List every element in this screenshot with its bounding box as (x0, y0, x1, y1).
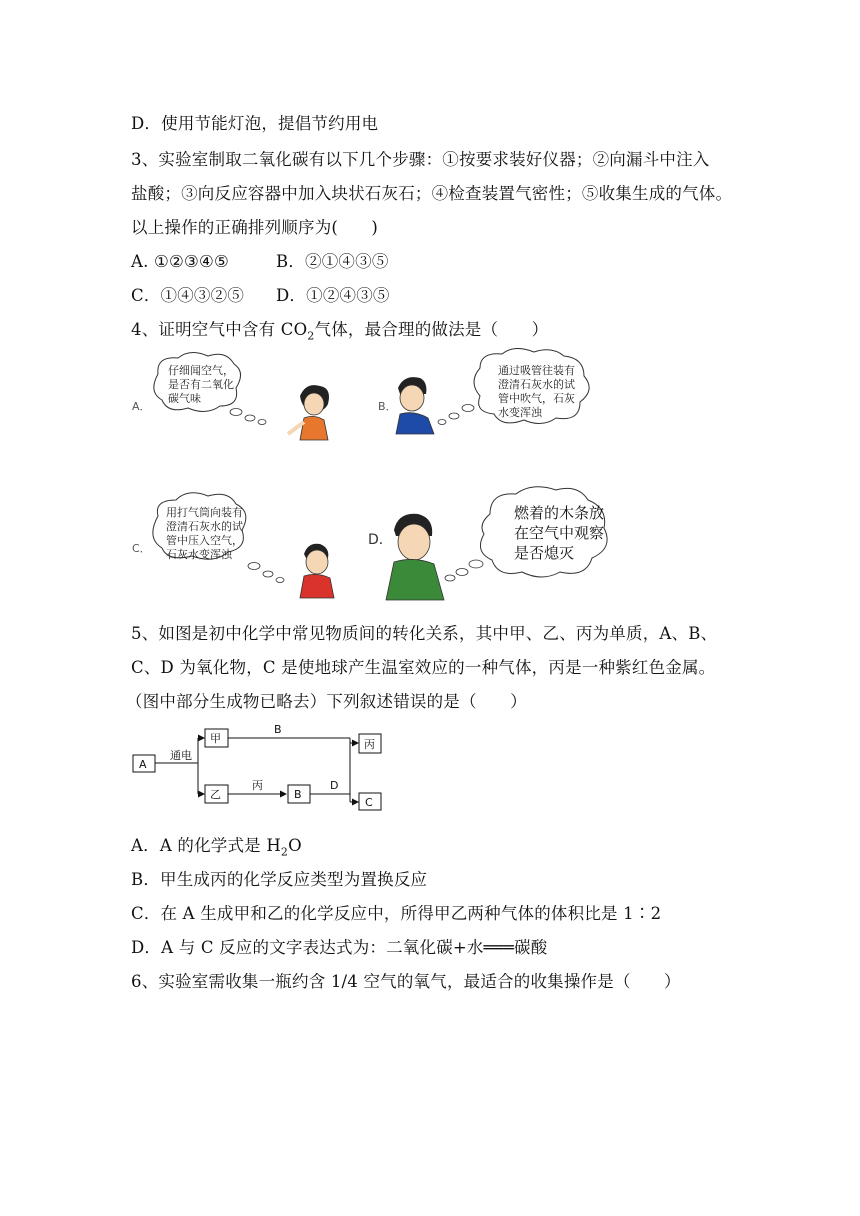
thought-dot (438, 420, 446, 425)
q4-stem-sub: 2 (307, 329, 315, 343)
q4-d-text-3: 是否熄灭 (514, 544, 575, 562)
q5-option-a-sub: 2 (280, 845, 289, 859)
q5-stem-line2: C、D 为氧化物，C 是使地球产生温室效应的一种气体，丙是一种紫红色金属。 (131, 658, 716, 677)
q5-option-c: C．在 A 生成甲和乙的化学反应中，所得甲乙两种气体的体积比是 1∶2 (131, 904, 662, 923)
q4-stem (131, 316, 548, 342)
node-a-label: A (139, 758, 147, 771)
edge-bing-label: 丙 (252, 779, 263, 792)
q4-d-text-2: 在空气中观察 (514, 524, 605, 542)
q4-illustration (128, 348, 628, 606)
q4-panel-c (132, 493, 334, 598)
thought-dot (462, 405, 474, 412)
node-b-label: B (294, 788, 302, 801)
q5-diagram (128, 718, 398, 818)
thought-dot (469, 560, 483, 568)
q5-option-b: B．甲生成丙的化学反应类型为置换反应 (131, 870, 428, 889)
q4-a-text-2: 是否有二氧化 (168, 378, 234, 391)
q4-a-label: A． (132, 400, 151, 413)
node-jia-label: 甲 (210, 732, 221, 745)
thought-dot (258, 420, 266, 425)
q4-a-text-1: 仔细闻空气， (168, 364, 234, 377)
q4-c-text-2: 澄清石灰水的试 (166, 520, 243, 533)
q3-options-cd (131, 282, 390, 306)
q3-option-a: A. ①②③④⑤ (131, 252, 229, 271)
node-bing-label: 丙 (364, 738, 375, 751)
q5-option-a-pre: A．A 的化学式是 H (131, 836, 281, 855)
q4-c-text-4: 石灰水变浑浊 (166, 548, 232, 561)
q4-d-text-1: 燃着的木条放 (514, 504, 605, 522)
thought-dot (230, 409, 242, 416)
q4-stem-post: 气体，最合理的做法是（ ） (314, 320, 549, 339)
q5-option-a-post: O (288, 836, 302, 855)
edge-electrolysis-label: 通电 (170, 749, 192, 762)
q3-stem-line2: 盐酸；③向反应容器中加入块状石灰石；④检查装置气密性；⑤收集生成的气体。 (131, 184, 733, 203)
q3-option-b: B．②①④③⑤ (276, 252, 389, 271)
q4-b-text-1: 通过吸管往装有 (498, 364, 575, 377)
node-jia (205, 729, 228, 747)
node-bing (359, 734, 381, 753)
thought-dot (263, 571, 273, 577)
edge-top-b-label: B (274, 723, 282, 736)
q4-d-label: D． (368, 532, 393, 548)
node-c-label: C (365, 796, 373, 809)
q4-stem-pre: 4、证明空气中含有 CO (131, 320, 308, 339)
q4-b-text-3: 管中吹气，石灰 (498, 392, 575, 405)
q5-option-a (131, 832, 302, 858)
q6-stem: 6、实验室需收集一瓶约含 1/4 空气的氧气，最适合的收集操作是（ ） (131, 972, 681, 991)
q5-stem-line1: 5、如图是初中化学中常见物质间的转化关系，其中甲、乙、丙为单质，A、B、 (131, 624, 718, 643)
q4-c-label: C． (132, 542, 151, 555)
q5-stem-line3: （图中部分生成物已略去）下列叙述错误的是（ ） (126, 692, 527, 711)
q3-stem-line3: 以上操作的正确排列顺序为( ) (131, 218, 379, 237)
node-c (359, 793, 381, 810)
q4-b-text-2: 澄清石灰水的试 (498, 378, 575, 391)
edge-d-label: D (330, 779, 339, 792)
thought-dot (445, 575, 455, 581)
node-b (288, 785, 310, 803)
q3-option-c: C．①④③②⑤ (131, 286, 245, 305)
q4-b-label: B． (378, 400, 397, 413)
q4-c-text-1: 用打气筒向装有 (166, 506, 243, 519)
q5-option-d: D．A 与 C 反应的文字表达式为：二氧化碳+水═══碳酸 (131, 938, 548, 957)
boy-figure (396, 377, 434, 434)
thought-dot (449, 413, 459, 419)
thought-dot (456, 569, 468, 576)
q4-b-text-4: 水变浑浊 (498, 406, 542, 419)
thought-dot (276, 578, 284, 583)
q3-options-ab (131, 248, 389, 272)
q3-stem-line1: 3、实验室制取二氧化碳有以下几个步骤：①按要求装好仪器；②向漏斗中注入 (131, 150, 710, 169)
q2-option-d: D．使用节能灯泡，提倡节约用电 (131, 114, 379, 133)
girl-figure (288, 385, 329, 440)
small-boy-figure (300, 544, 334, 598)
man-figure (386, 514, 444, 600)
node-a (133, 755, 155, 772)
q4-c-text-3: 管中压入空气， (166, 534, 243, 547)
node-yi (205, 785, 228, 803)
q3-option-d: D．①②④③⑤ (276, 286, 390, 305)
q4-a-text-3: 碳气味 (168, 392, 201, 405)
q4-panel-d (368, 487, 607, 600)
thought-dot (248, 563, 260, 570)
q4-panel-a (132, 352, 329, 440)
thought-dot (245, 415, 255, 421)
q4-panel-b (378, 348, 589, 434)
node-yi-label: 乙 (210, 788, 221, 801)
